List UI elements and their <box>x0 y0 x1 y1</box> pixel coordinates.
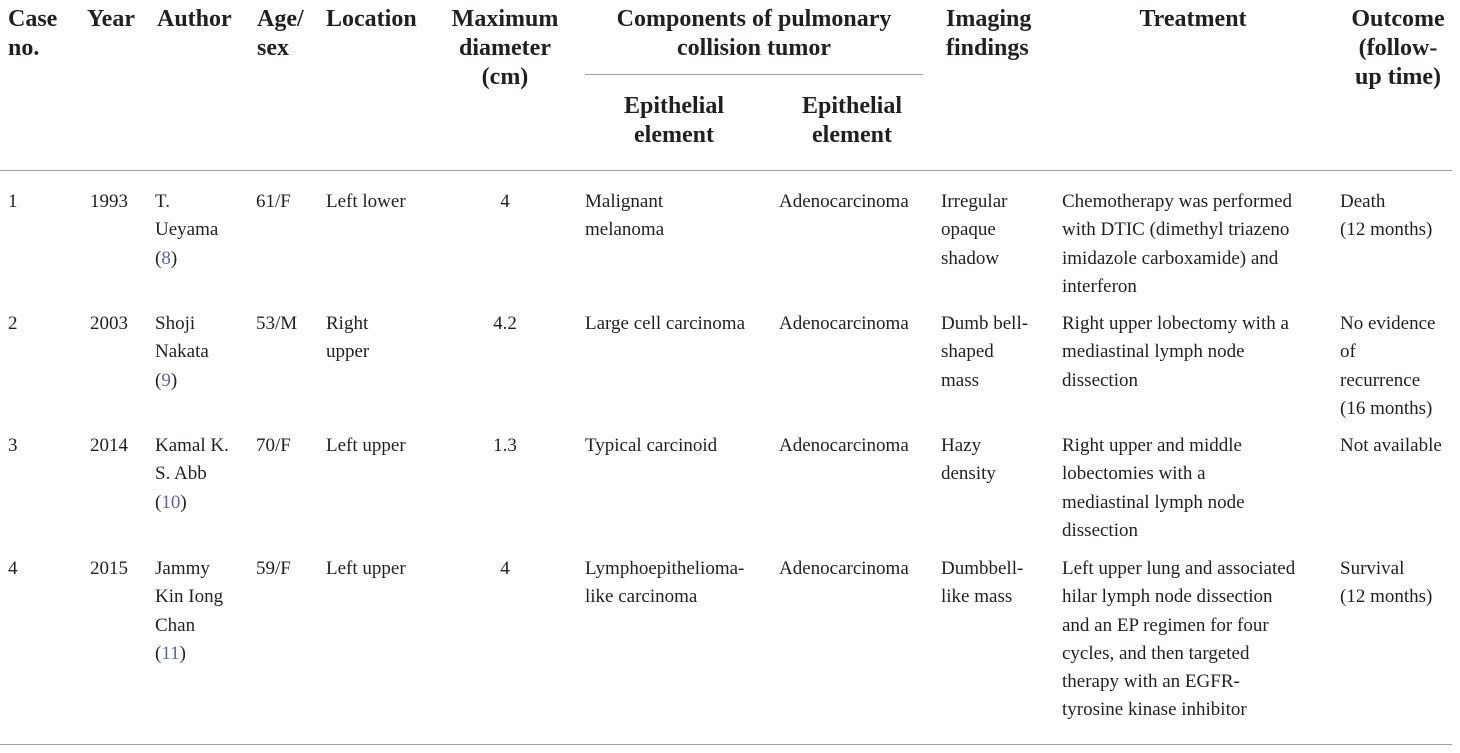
cell-author: Kamal K. S. Abb (10) <box>155 435 229 513</box>
cell-imaging: Dumb bell- shaped mass <box>941 313 1029 391</box>
cell-diameter: 4.2 <box>493 313 517 334</box>
header-components: Components of pulmonary collision tumor <box>616 6 892 61</box>
cell-element-2: Adenocarcinoma <box>779 435 909 456</box>
cell-location: Left upper <box>326 558 406 579</box>
header-year: Year <box>87 6 135 32</box>
cell-element-2: Adenocarcinoma <box>779 313 909 334</box>
cell-element-1: Large cell carcinoma <box>585 313 745 334</box>
reference-link[interactable]: 10 <box>161 491 181 513</box>
cell-case: 2 <box>8 313 18 334</box>
header-outcome: Outcome (follow- up time) <box>1351 6 1445 90</box>
cell-case: 3 <box>8 435 18 456</box>
header-treatment: Treatment <box>1139 6 1247 32</box>
cell-imaging: Dumbbell- like mass <box>941 558 1024 608</box>
cell-case: 1 <box>8 191 18 212</box>
header-case-no: Case no. <box>8 6 58 61</box>
cell-age-sex: 59/F <box>256 558 291 579</box>
cell-treatment: Right upper lobectomy with a mediastinal lymph node dissection <box>1062 313 1289 391</box>
cell-treatment: Chemotherapy was performed with DTIC (dimethyl triazeno imidazole carboxamide) and interferon <box>1062 191 1293 297</box>
cell-outcome: No evidence of recurrence (16 months) <box>1340 313 1436 419</box>
cell-author: Jammy Kin Iong Chan (11) <box>155 558 224 664</box>
cell-author: T. Ueyama (8) <box>155 191 219 269</box>
cell-element-1: Typical carcinoid <box>585 435 718 456</box>
reference-link[interactable]: 9 <box>161 369 171 391</box>
cell-year: 1993 <box>90 191 128 212</box>
header-location: Location <box>326 6 417 32</box>
cell-outcome: Death (12 months) <box>1340 191 1433 241</box>
cell-case: 4 <box>8 558 18 579</box>
cell-diameter: 4 <box>500 191 510 212</box>
cell-element-1: Lymphoepithelioma- like carcinoma <box>585 558 745 608</box>
header-epithelial-element-2: Epithelial element <box>801 93 903 148</box>
cell-location: Left upper <box>326 435 406 456</box>
reference-link[interactable]: 11 <box>161 642 180 664</box>
cell-element-2: Adenocarcinoma <box>779 558 909 579</box>
cell-age-sex: 70/F <box>256 435 291 456</box>
cell-diameter: 1.3 <box>493 435 517 456</box>
cell-element-1: Malignant melanoma <box>585 191 665 241</box>
cell-location: Right upper <box>326 313 370 363</box>
cell-outcome: Not available <box>1340 435 1442 456</box>
cell-imaging: Hazy density <box>941 435 996 485</box>
cell-year: 2014 <box>90 435 128 456</box>
cell-imaging: Irregular opaque shadow <box>941 191 1008 269</box>
header-epithelial-element-1: Epithelial element <box>623 93 725 148</box>
cell-diameter: 4 <box>500 558 510 579</box>
cell-location: Left lower <box>326 191 406 212</box>
header-imaging-findings: Imaging findings <box>946 6 1032 61</box>
header-bottom-rule <box>0 170 1452 171</box>
header-author: Author <box>157 6 232 32</box>
cell-year: 2015 <box>90 558 128 579</box>
cell-age-sex: 53/M <box>256 313 298 334</box>
cell-treatment: Right upper and middle lobectomies with a mediastinal lymph node dissection <box>1062 435 1245 541</box>
cell-age-sex: 61/F <box>256 191 291 212</box>
table-bottom-rule <box>0 744 1452 745</box>
cell-treatment: Left upper lung and associated hilar lymph node dissection and an EP regimen for four cycles, and then targeted therapy with an EGFR- tyrosine kinase inhibitor <box>1062 558 1296 721</box>
header-age-sex: Age/ sex <box>257 6 304 61</box>
cell-year: 2003 <box>90 313 128 334</box>
header-max-diameter: Maximum diameter (cm) <box>451 6 559 90</box>
cell-outcome: Survival (12 months) <box>1340 558 1433 608</box>
components-divider <box>585 74 923 75</box>
cell-author: Shoji Nakata (9) <box>155 313 209 391</box>
cell-element-2: Adenocarcinoma <box>779 191 909 212</box>
reference-link[interactable]: 8 <box>161 247 171 269</box>
